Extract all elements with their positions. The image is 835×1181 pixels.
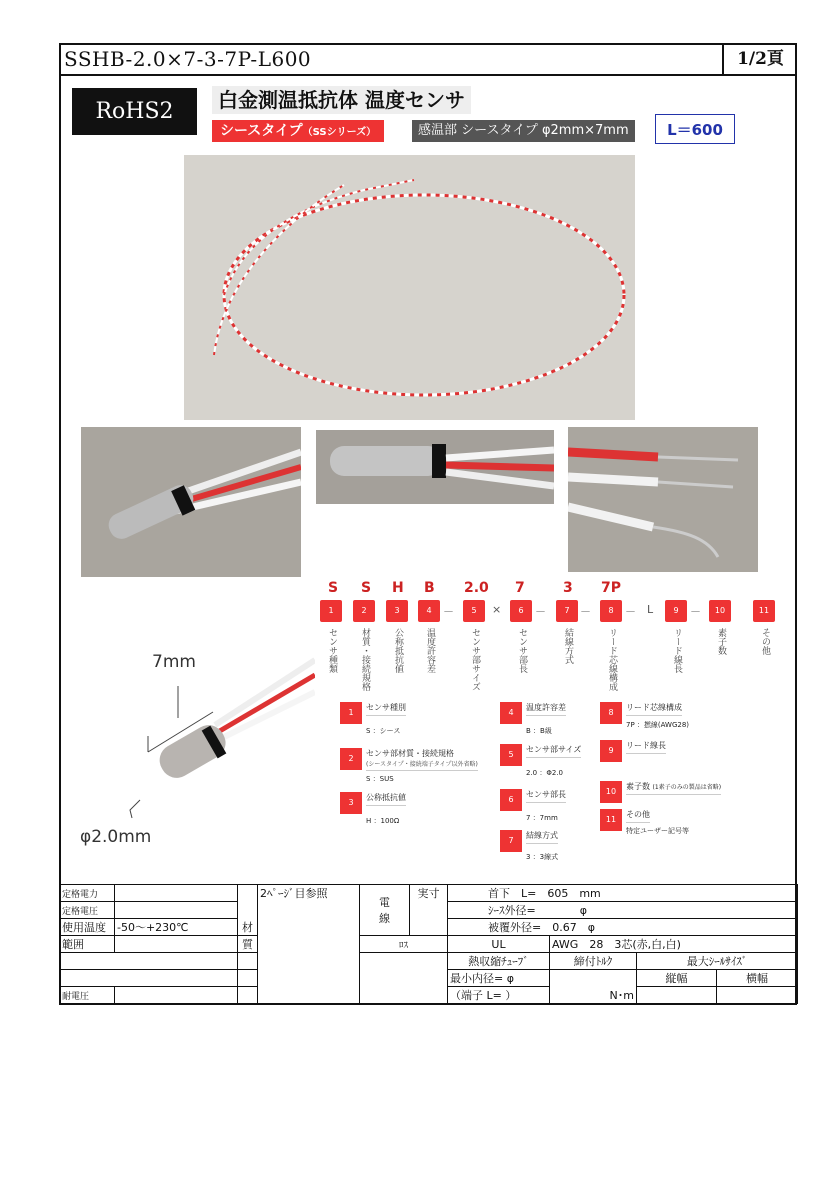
legend-title: センサ部長 xyxy=(526,789,566,803)
withstand-voltage-label: 耐電圧 xyxy=(60,987,115,1004)
legend-number: 7 xyxy=(500,830,522,852)
code-label: 結線方式 xyxy=(563,628,573,664)
code-number: 11 xyxy=(753,600,775,622)
code-separator: × xyxy=(492,603,502,616)
detail-photo-sheath-side xyxy=(316,430,554,504)
min-inner-diameter: 最小内径= φ xyxy=(448,970,550,987)
empty-cell xyxy=(238,970,258,987)
product-title: 白金測温抵抗体 温度センサ xyxy=(212,86,471,114)
torque-value: N･m xyxy=(550,970,637,1004)
torque-label: 締付ﾄﾙｸ xyxy=(550,953,637,970)
legend-number: 1 xyxy=(340,702,362,724)
legend-value: B ：B級 xyxy=(526,727,552,735)
wire-label-1: 電 xyxy=(379,896,390,909)
code-label: 材質・接続規格 xyxy=(360,628,370,691)
legend-number: 6 xyxy=(500,789,522,811)
code-letter: S xyxy=(328,580,339,596)
code-label: センサ部長 xyxy=(517,628,527,673)
code-label: センサ部サイズ xyxy=(470,628,480,691)
code-letter: S xyxy=(361,580,372,596)
legend-title-text: 素子数 xyxy=(626,782,650,791)
legend-value: 3 ：3線式 xyxy=(526,853,559,861)
wire-label-2: 線 xyxy=(379,912,390,925)
legend-title: 公称抵抗値 xyxy=(366,792,406,806)
main-photo-coiled-wire xyxy=(184,155,635,420)
code-number: 9 xyxy=(665,600,687,622)
legend-value: H ：100Ω xyxy=(366,817,400,825)
rated-voltage-value xyxy=(115,902,238,919)
table-row xyxy=(60,936,798,953)
legend-number: 10 xyxy=(600,781,622,803)
legend-title: 温度許容差 xyxy=(526,702,566,716)
page-number: 1/2頁 xyxy=(722,43,797,76)
legend-value: 特定ユーザー記号等 xyxy=(626,827,689,835)
temp-range-value: -50～+230℃ xyxy=(115,919,238,936)
legend-title xyxy=(626,781,721,795)
material-label-1: 材 xyxy=(238,919,258,936)
code-number: 4 xyxy=(418,600,440,622)
material-value: 2ﾍﾟｰｼﾞ目参照 xyxy=(258,885,360,1004)
code-separator: － xyxy=(535,605,546,618)
code-letter: 7P xyxy=(601,580,622,596)
model-title: SSHB-2.0×7-3-7P-L600 xyxy=(64,47,312,71)
legend-number: 2 xyxy=(340,748,362,770)
legend-title-text: センサ部材質・接続規格 xyxy=(366,749,454,758)
legend-title: センサ種別 xyxy=(366,702,406,716)
legend-number: 5 xyxy=(500,744,522,766)
actual-size-label: 実寸 xyxy=(410,885,448,936)
detail-photo-wire-ends xyxy=(568,427,758,572)
code-label: その他 xyxy=(760,628,770,655)
legend-number: 4 xyxy=(500,702,522,724)
legend-value: 2.0 ：Φ2.0 xyxy=(526,769,563,777)
code-number: 8 xyxy=(600,600,622,622)
spacer-cell xyxy=(238,885,258,919)
withstand-voltage-value xyxy=(115,987,238,1004)
code-label: 公称抵抗値 xyxy=(393,628,403,673)
code-separator: － xyxy=(443,605,454,618)
legend-note: (シースタイプ・接続端子タイプ以外省略) xyxy=(366,761,478,768)
rohs-badge: RoHS2 xyxy=(72,88,197,135)
legend-number: 9 xyxy=(600,740,622,762)
code-separator: － xyxy=(625,605,636,618)
spec-table xyxy=(59,884,798,1004)
code-separator: L xyxy=(647,603,654,616)
empty-cell xyxy=(238,987,258,1004)
dimension-length: 7mm xyxy=(152,652,196,672)
sheath-type-main: シースタイプ xyxy=(220,123,303,139)
seal-width-value xyxy=(717,987,798,1004)
legend-number: 3 xyxy=(340,792,362,814)
legend-value: S ：SUS xyxy=(366,775,394,783)
table-row xyxy=(60,885,798,902)
temp-range-label-2: 範囲 xyxy=(60,936,115,953)
code-label: リード芯線構成 xyxy=(607,628,617,691)
code-number: 1 xyxy=(320,600,342,622)
code-letter: 3 xyxy=(563,580,573,596)
table-row xyxy=(60,953,798,970)
empty-cell xyxy=(60,970,238,987)
empty-cell xyxy=(60,953,238,970)
code-letter: B xyxy=(424,580,435,596)
legend-title xyxy=(366,748,478,771)
temp-range-label: 使用温度 xyxy=(60,919,115,936)
dimension-diameter: φ2.0mm xyxy=(80,827,152,847)
wire-label xyxy=(360,885,410,936)
seal-height-label: 縦幅 xyxy=(637,970,717,987)
code-separator: － xyxy=(580,605,591,618)
awg-spec: AWG 28 3芯(赤,白,白) xyxy=(550,936,798,953)
code-number: 2 xyxy=(353,600,375,622)
loss-label: ﾛｽ xyxy=(360,936,448,953)
legend-title: リード線長 xyxy=(626,740,666,754)
code-letter: H xyxy=(392,580,404,596)
code-number: 7 xyxy=(556,600,578,622)
sensor-drawing xyxy=(110,640,315,840)
rated-voltage-label: 定格電圧 xyxy=(60,902,115,919)
legend-title: リード芯線構成 xyxy=(626,702,682,716)
code-number: 6 xyxy=(510,600,532,622)
code-letter: 2.0 xyxy=(464,580,489,596)
sheath-diameter: ｼｰｽ外径= φ xyxy=(448,902,798,919)
legend-title: 結線方式 xyxy=(526,830,558,844)
rated-power-value xyxy=(115,885,238,902)
sheath-type-sub: （SSシリーズ） xyxy=(302,127,377,138)
code-label: センサ種類 xyxy=(327,628,337,673)
empty-cell xyxy=(238,953,258,970)
legend-number: 11 xyxy=(600,809,622,831)
shrink-tube-label: 熱収縮ﾁｭｰﾌﾞ xyxy=(448,953,550,970)
code-label: 温度許容差 xyxy=(425,628,435,673)
coating-diameter: 被覆外径= 0.67 φ xyxy=(448,919,798,936)
max-seal-label: 最大ｼｰﾙｻｲｽﾞ xyxy=(637,953,798,970)
loss-value xyxy=(360,953,448,1004)
legend-number: 8 xyxy=(600,702,622,724)
sheath-type-tag xyxy=(212,120,384,142)
code-separator: － xyxy=(690,605,701,618)
legend-title: センサ部サイズ xyxy=(526,744,581,758)
terminal-length: （端子 L= ） xyxy=(448,987,550,1004)
legend-title: その他 xyxy=(626,809,650,823)
seal-width-label: 横幅 xyxy=(717,970,798,987)
code-label: 素子数 xyxy=(716,628,726,655)
legend-value: 7P ：撚線(AWG28) xyxy=(626,721,690,729)
code-letter: 7 xyxy=(515,580,525,596)
legend-value: S ：シース xyxy=(366,727,401,735)
legend-value: 7 ：7mm xyxy=(526,814,558,822)
neck-length: 首下 L= 605 mm xyxy=(448,885,798,902)
rated-power-label: 定格電力 xyxy=(60,885,115,902)
legend-note: (1素子のみの製品は省略) xyxy=(652,784,722,791)
detail-photo-probe-tip xyxy=(81,427,301,577)
code-number: 5 xyxy=(463,600,485,622)
seal-height-value xyxy=(637,987,717,1004)
code-label: リード線長 xyxy=(672,628,682,673)
temp-range-value-2 xyxy=(115,936,238,953)
code-number: 3 xyxy=(386,600,408,622)
material-label-2: 質 xyxy=(238,936,258,953)
length-box: L＝600 xyxy=(655,114,735,144)
code-number: 10 xyxy=(709,600,731,622)
sensor-part-tag: 感温部 シースタイプ φ2mm×7mm xyxy=(412,120,635,142)
ul-label: UL xyxy=(448,936,550,953)
